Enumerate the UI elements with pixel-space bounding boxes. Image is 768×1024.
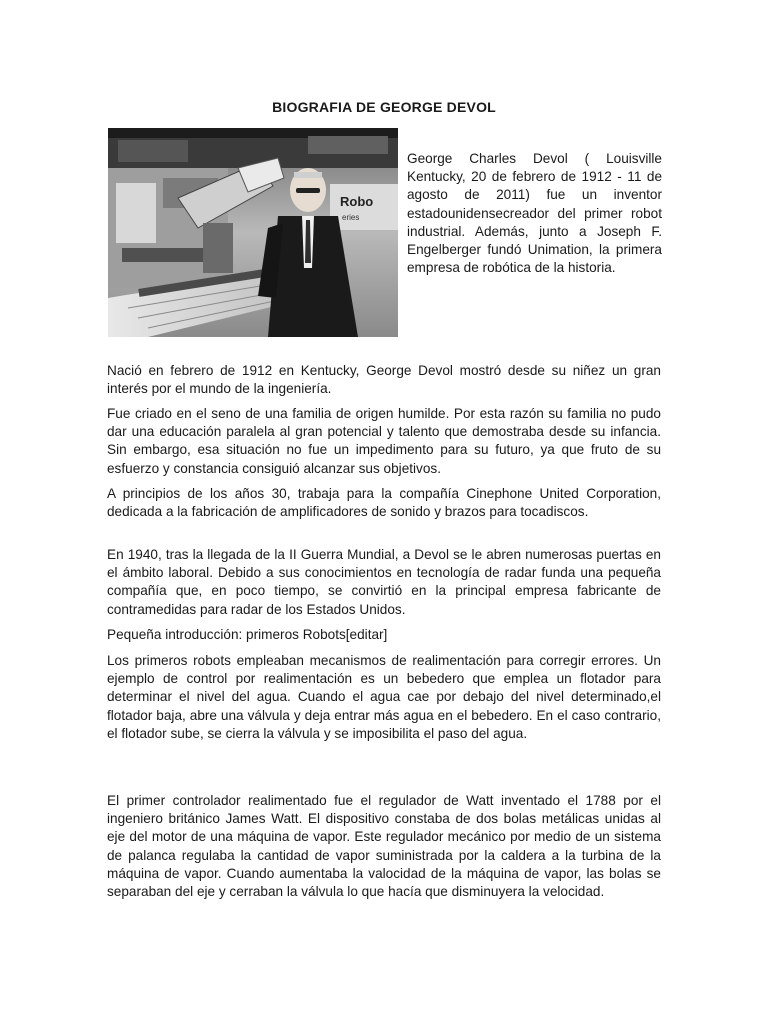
paragraph-cinephone: A principios de los años 30, trabaja para la compañía Cinephone United Corporation, dedicada a la fabricación de amplificadores de sonido y brazos para tocadiscos. [107, 486, 661, 520]
paragraph-birth: Nació en febrero de 1912 en Kentucky, George Devol mostró desde su niñez un gran interés por el mundo de la ingeniería. [107, 363, 661, 397]
page-title: BIOGRAFIA DE GEORGE DEVOL [272, 99, 496, 115]
paragraph-watt-regulator: El primer controlador realimentado fue el regulador de Watt inventado el 1788 por el ingeniero británico James Watt. El dispositivo constaba de dos bolas metálicas unidas al eje del motor de una máquina de vapor. Este regulador mecánico por medio de un sistema de palanca regulaba la cantidad de vapor suministrada por la caldera a la turbina de la máquina de vapor. Cuando aumentaba la valocidad de la máquina de vapor, las bolas se separaban del eje y cerraban la válvula lo que hacía que disminuyera la velocidad. [107, 793, 661, 900]
section-heading-first-robots: Pequeña introducción: primeros Robots[editar] [107, 627, 388, 642]
intro-paragraph: George Charles Devol ( Louisville Kentucky, 20 de febrero de 1912 - 11 de agosto de 2011) fue un inventor estadounidensecreador del primer robot industrial. Además, junto a Joseph F. Engelberger fundó Unimation, la primera empresa de robótica de la historia. [407, 151, 662, 276]
paragraph-war: En 1940, tras la llegada de la II Guerra Mundial, a Devol se le abren numerosas puertas en el ámbito laboral. Debido a sus conocimientos en tecnología de radar funda una pequeña compañía que, en poco tiempo, se convirtió en la principal empresa fabricante de contramedidas para radar de los Estados Unidos. [107, 547, 661, 617]
paragraph-childhood: Fue criado en el seno de una familia de origen humilde. Por esta razón su familia no pudo dar una educación paralela al gran potencial y talento que demostraba desde su infancia. Sin embargo, esa situación no fue un impedimento para su futuro, ya que fruto de su esfuerzo y constancia consiguió alcanzar sus objetivos. [107, 406, 661, 476]
george-devol-photo [108, 128, 398, 337]
paragraph-first-robots: Los primeros robots empleaban mecanismos de realimentación para corregir errores. Un ejemplo de control por realimentación es un bebedero que emplea un flotador para determinar el nivel del agua. Cuando el agua cae por debajo del nivel determinado,el flotador baja, abre una válvula y deja entrar más agua en el bebedero. En el caso contrario, el flotador sube, se cierra la válvula y se imposibilita el paso del agua. [107, 653, 661, 741]
svg-text:Robo: Robo [340, 194, 374, 209]
svg-text:eries: eries [342, 213, 360, 222]
